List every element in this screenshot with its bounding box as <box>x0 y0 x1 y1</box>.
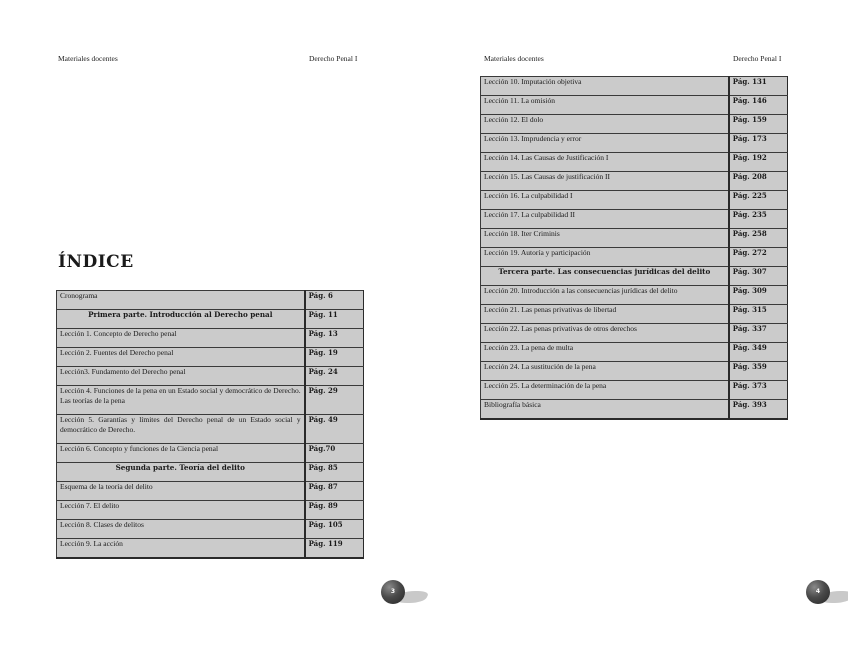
running-header-left: Materiales docentes <box>58 54 118 63</box>
toc-entry-page: Pág. 146 <box>729 96 788 115</box>
toc-entry-page: Pág. 315 <box>729 305 788 324</box>
toc-row <box>481 305 788 324</box>
toc-entry-page: Pág. 235 <box>729 210 788 229</box>
toc-entry-label: Cronograma <box>57 291 305 310</box>
toc-row <box>57 520 364 539</box>
toc-section-row <box>57 463 364 482</box>
page-number: 4 <box>806 580 830 604</box>
toc-row <box>57 291 364 310</box>
page-number-badge <box>806 580 848 616</box>
toc-body-right <box>481 77 788 419</box>
toc-entry-label: Lección 25. La determinación de la pena <box>481 381 729 400</box>
toc-entry-label: Lección 16. La culpabilidad I <box>481 191 729 210</box>
toc-row <box>481 210 788 229</box>
toc-row <box>481 343 788 362</box>
toc-row <box>481 362 788 381</box>
toc-entry-label: Lección 5. Garantías y límites del Derecho penal de un Estado social y democrático de Derecho. <box>57 415 305 444</box>
toc-section-row <box>57 310 364 329</box>
toc-entry-page: Pág. 11 <box>305 310 364 329</box>
toc-entry-label: Lección 7. El delito <box>57 501 305 520</box>
toc-entry-page: Pág. 13 <box>305 329 364 348</box>
toc-entry-page: Pág. 192 <box>729 153 788 172</box>
toc-row <box>57 482 364 501</box>
toc-entry-label: Segunda parte. Teoría del delito <box>57 463 305 482</box>
page-number: 3 <box>381 580 405 604</box>
toc-entry-page: Pág. 24 <box>305 367 364 386</box>
toc-table-right <box>480 76 788 420</box>
toc-entry-page: Pág. 309 <box>729 286 788 305</box>
toc-row <box>57 329 364 348</box>
toc-row <box>57 348 364 367</box>
toc-entry-label: Lección 6. Concepto y funciones de la Ciencia penal <box>57 444 305 463</box>
toc-entry-label: Lección 10. Imputación objetiva <box>481 77 729 96</box>
toc-entry-label: Primera parte. Introducción al Derecho penal <box>57 310 305 329</box>
toc-entry-page: Pág. 272 <box>729 248 788 267</box>
toc-entry-label: Tercera parte. Las consecuencias jurídicas del delito <box>481 267 729 286</box>
toc-entry-label: Lección 12. El dolo <box>481 115 729 134</box>
toc-entry-page: Pág. 89 <box>305 501 364 520</box>
toc-entry-label: Lección 14. Las Causas de Justificación I <box>481 153 729 172</box>
toc-row <box>57 415 364 444</box>
toc-row <box>481 286 788 305</box>
toc-entry-label: Lección 11. La omisión <box>481 96 729 115</box>
toc-entry-page: Pág. 307 <box>729 267 788 286</box>
toc-entry-label: Lección 22. Las penas privativas de otros derechos <box>481 324 729 343</box>
toc-row <box>481 229 788 248</box>
toc-entry-page: Pág. 359 <box>729 362 788 381</box>
toc-entry-label: Lección 4. Funciones de la pena en un Estado social y democrático de Derecho. Las teorías de la pena <box>57 386 305 415</box>
toc-row <box>481 324 788 343</box>
toc-entry-label: Lección 13. Imprudencia y error <box>481 134 729 153</box>
toc-entry-page: Pág. 393 <box>729 400 788 419</box>
toc-table-left <box>56 290 364 559</box>
page-right <box>424 0 848 655</box>
toc-entry-page: Pág. 208 <box>729 172 788 191</box>
toc-entry-page: Pág. 373 <box>729 381 788 400</box>
toc-entry-label: Lección 15. Las Causas de justificación II <box>481 172 729 191</box>
toc-entry-label: Lección 8. Clases de delitos <box>57 520 305 539</box>
toc-entry-label: Lección 24. La sustitución de la pena <box>481 362 729 381</box>
toc-entry-label: Lección 1. Concepto de Derecho penal <box>57 329 305 348</box>
toc-entry-page: Pág. 6 <box>305 291 364 310</box>
toc-row <box>481 400 788 419</box>
running-header-left: Materiales docentes <box>484 54 544 63</box>
toc-row <box>481 172 788 191</box>
toc-entry-label: Lección 23. La pena de multa <box>481 343 729 362</box>
toc-row <box>481 191 788 210</box>
toc-section-row <box>481 267 788 286</box>
index-title: ÍNDICE <box>58 252 134 272</box>
toc-entry-label: Lección 21. Las penas privativas de libertad <box>481 305 729 324</box>
toc-entry-page: Pág. 87 <box>305 482 364 501</box>
toc-entry-page: Pág. 105 <box>305 520 364 539</box>
toc-entry-page: Pág. 159 <box>729 115 788 134</box>
toc-entry-page: Pág. 19 <box>305 348 364 367</box>
toc-row <box>481 134 788 153</box>
toc-row <box>57 539 364 558</box>
toc-entry-page: Pág. 119 <box>305 539 364 558</box>
toc-row <box>481 115 788 134</box>
toc-entry-page: Pág. 225 <box>729 191 788 210</box>
toc-entry-label: Lección 9. La acción <box>57 539 305 558</box>
toc-entry-label: Esquema de la teoría del delito <box>57 482 305 501</box>
toc-row <box>481 77 788 96</box>
toc-entry-label: Lección3. Fundamento del Derecho penal <box>57 367 305 386</box>
toc-entry-page: Pág. 173 <box>729 134 788 153</box>
toc-row <box>481 96 788 115</box>
toc-entry-page: Pág. 349 <box>729 343 788 362</box>
toc-entry-label: Lección 18. Iter Criminis <box>481 229 729 248</box>
toc-entry-label: Lección 17. La culpabilidad II <box>481 210 729 229</box>
toc-entry-page: Pág. 29 <box>305 386 364 415</box>
toc-row <box>57 386 364 415</box>
toc-entry-label: Bibliografía básica <box>481 400 729 419</box>
toc-row <box>481 248 788 267</box>
toc-row <box>57 367 364 386</box>
running-header-right: Derecho Penal I <box>309 54 358 63</box>
toc-entry-label: Lección 2. Fuentes del Derecho penal <box>57 348 305 367</box>
toc-entry-page: Pág. 258 <box>729 229 788 248</box>
toc-entry-page: Pág.70 <box>305 444 364 463</box>
toc-entry-page: Pág. 337 <box>729 324 788 343</box>
toc-entry-page: Pág. 85 <box>305 463 364 482</box>
running-header-right: Derecho Penal I <box>733 54 782 63</box>
toc-entry-page: Pág. 131 <box>729 77 788 96</box>
toc-body-left <box>57 291 364 558</box>
toc-row <box>481 153 788 172</box>
toc-entry-page: Pág. 49 <box>305 415 364 444</box>
toc-entry-label: Lección 20. Introducción a las consecuencias jurídicas del delito <box>481 286 729 305</box>
toc-row <box>481 381 788 400</box>
toc-entry-label: Lección 19. Autoría y participación <box>481 248 729 267</box>
toc-row <box>57 501 364 520</box>
toc-row <box>57 444 364 463</box>
